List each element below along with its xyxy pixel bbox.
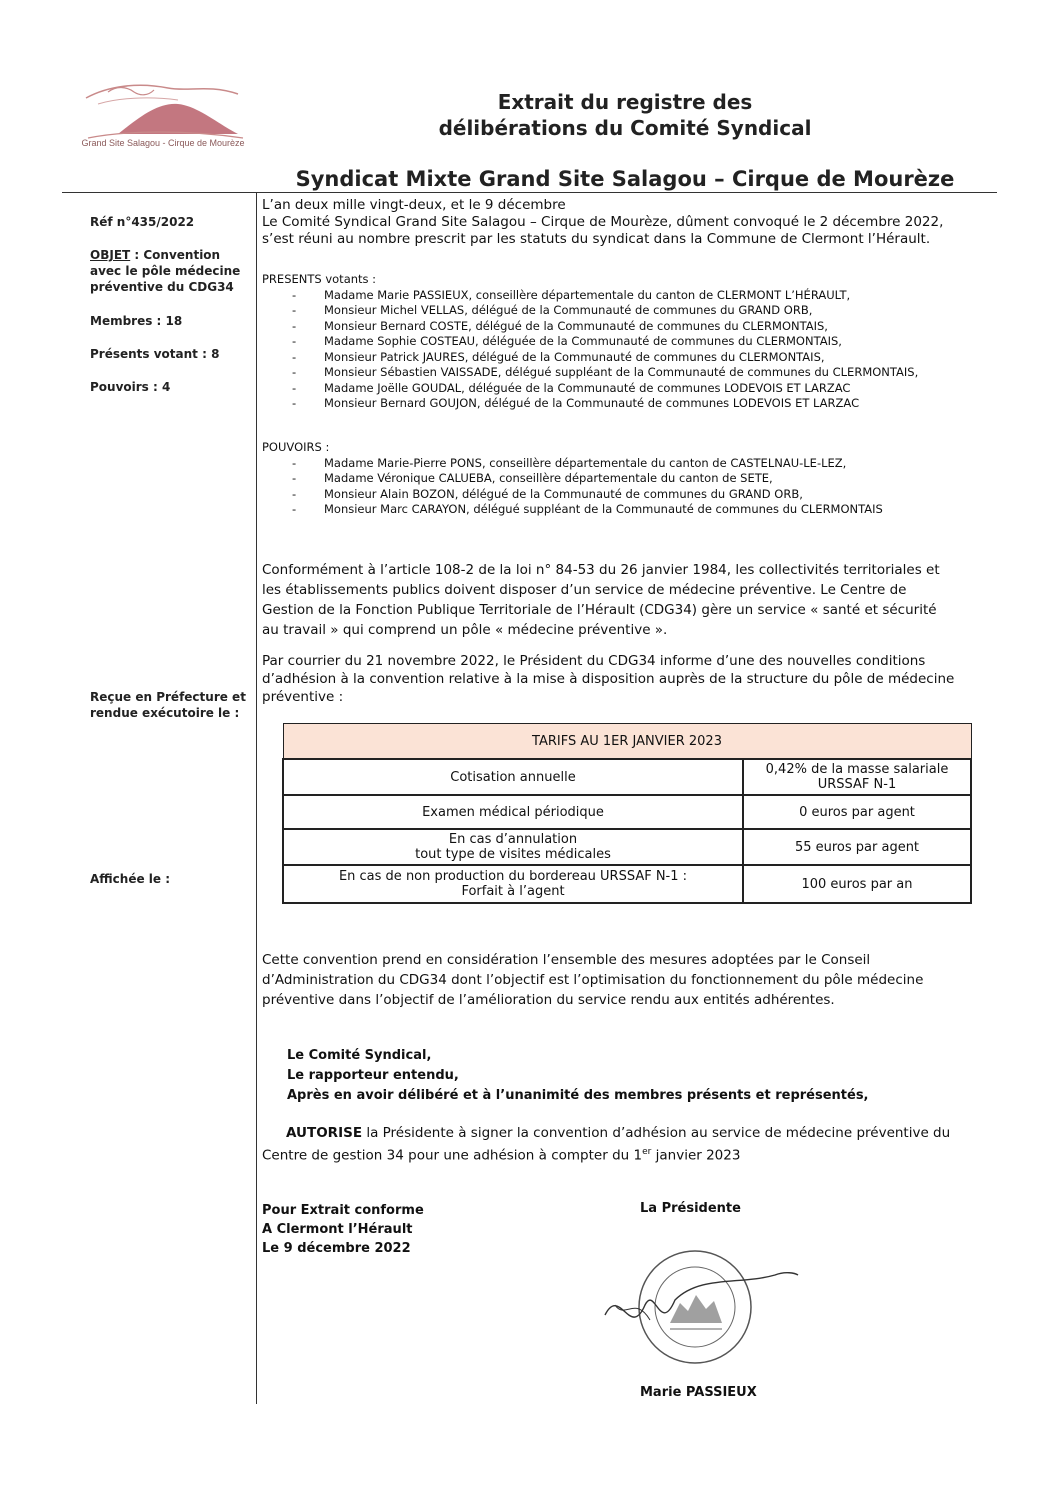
page-title-line1: Extrait du registre des bbox=[497, 90, 753, 114]
list-item: - Madame Joëlle GOUDAL, déléguée de la Communauté de communes LODEVOIS ET LARZAC bbox=[262, 381, 992, 397]
para3-line1: Cette convention prend en considération l’ensemble des mesures adoptées par le Conseil bbox=[262, 952, 871, 968]
presents-label: PRESENTS votants : bbox=[262, 272, 377, 286]
table-cell-label: En cas d’annulation tout type de visites médicales bbox=[283, 829, 743, 865]
ordinal-superscript: er bbox=[642, 1147, 652, 1157]
intro-line3: s’est réuni au nombre prescrit par les statuts du syndicat dans la Commune de Clermont l’Hérault. bbox=[262, 231, 931, 247]
tarifs-table bbox=[282, 723, 972, 904]
paragraph-courrier bbox=[262, 652, 992, 706]
intro bbox=[262, 197, 992, 248]
prefecture-line2: rendue exécutoire le : bbox=[90, 706, 240, 720]
presents-section bbox=[262, 272, 992, 412]
para2-line3: préventive : bbox=[262, 689, 344, 705]
membres-count: Membres : 18 bbox=[90, 314, 183, 328]
presents-count: Présents votant : 8 bbox=[90, 347, 220, 361]
affichee-note: Affichée le : bbox=[90, 872, 171, 886]
table-cell-label: En cas de non production du bordereau URSSAF N-1 : Forfait à l’agent bbox=[283, 865, 743, 903]
list-item: - Madame Marie-Pierre PONS, conseillère départementale du canton de CASTELNAU-LE-LEZ, bbox=[262, 456, 992, 472]
logo-caption: Grand Site Salagou - Cirque de Mourèze bbox=[81, 138, 245, 148]
para1-line2: les établissements publics doivent disposer d’un service de médecine préventive. Le Centre de bbox=[262, 582, 907, 598]
objet-text-line3: préventive du CDG34 bbox=[90, 280, 234, 294]
objet-text: : Convention bbox=[130, 248, 221, 262]
paragraph-convention bbox=[262, 950, 992, 1010]
margin-divider bbox=[256, 192, 257, 1404]
pouvoirs-section bbox=[262, 440, 992, 518]
decision-autorise bbox=[262, 1124, 992, 1166]
para1-line1: Conformément à l’article 108-2 de la loi n° 84-53 du 26 janvier 1984, les collectivités territoriales et bbox=[262, 562, 940, 578]
list-item: - Madame Marie PASSIEUX, conseillère départementale du canton de CLERMONT L’HÉRAULT, bbox=[262, 288, 992, 304]
table-cell-value: 55 euros par agent bbox=[743, 829, 971, 865]
prefecture-line1: Reçue en Préfecture et bbox=[90, 690, 246, 704]
objet-text-line2: avec le pôle médecine bbox=[90, 264, 241, 278]
presents-list bbox=[262, 288, 992, 412]
prefecture-note bbox=[90, 689, 246, 721]
table-cell-value: 100 euros par an bbox=[743, 865, 971, 903]
list-item: - Monsieur Michel VELLAS, délégué de la Communauté de communes du GRAND ORB, bbox=[262, 303, 992, 319]
list-item: - Monsieur Alain BOZON, délégué de la Communauté de communes du GRAND ORB, bbox=[262, 487, 992, 503]
organization-title: Syndicat Mixte Grand Site Salagou – Cirque de Mourèze bbox=[295, 167, 955, 191]
reference-number: Réf n°435/2022 bbox=[90, 215, 195, 229]
table-row bbox=[283, 829, 971, 865]
table-cell-label: Cotisation annuelle bbox=[283, 759, 743, 795]
autorise-text-line2: Centre de gestion 34 pour une adhésion à compter du 1 bbox=[262, 1147, 643, 1164]
para2-line2: d’adhésion à la convention relative à la mise à disposition auprès de la structure du pôle de médecine bbox=[262, 671, 955, 687]
decision-line3: Après en avoir délibéré et à l’unanimité des membres présents et représentés, bbox=[287, 1088, 869, 1103]
list-item: - Madame Sophie COSTEAU, déléguée de la Communauté de communes du CLERMONTAIS, bbox=[262, 334, 992, 350]
decision-line2: Le rapporteur entendu, bbox=[287, 1068, 459, 1083]
decision-line1: Le Comité Syndical, bbox=[287, 1048, 432, 1063]
autorise-text: la Présidente à signer la convention d’adhésion au service de médecine préventive du bbox=[362, 1125, 951, 1141]
list-item: - Monsieur Marc CARAYON, délégué suppléant de la Communauté de communes du CLERMONTAIS bbox=[262, 502, 992, 518]
list-item: - Monsieur Bernard GOUJON, délégué de la Communauté de communes LODEVOIS ET LARZAC bbox=[262, 396, 992, 412]
page-title-line2: délibérations du Comité Syndical bbox=[438, 116, 812, 140]
seal-signature bbox=[600, 1245, 800, 1370]
para3-line3: préventive dans l’objectif de l’amélioration du service rendu aux entités adhérentes. bbox=[262, 992, 835, 1008]
table-row bbox=[283, 759, 971, 795]
table-cell-value: 0,42% de la masse salariale URSSAF N-1 bbox=[743, 759, 971, 795]
footer-left-line2: A Clermont l’Hérault bbox=[262, 1222, 413, 1237]
para1-line4: au travail » qui comprend un pôle « médecine préventive ». bbox=[262, 622, 668, 638]
list-item: - Monsieur Bernard COSTE, délégué de la Communauté de communes du CLERMONTAIS, bbox=[262, 319, 992, 335]
table-row bbox=[283, 795, 971, 829]
president-title: La Présidente bbox=[640, 1201, 741, 1216]
table-header-row bbox=[283, 724, 971, 760]
para3-line2: d’Administration du CDG34 dont l’objectif est l’optimisation du fonctionnement du pôle médecine bbox=[262, 972, 924, 988]
footer-left-line1: Pour Extrait conforme bbox=[262, 1203, 424, 1218]
para1-line3: Gestion de la Fonction Publique Territoriale de l’Hérault (CDG34) gère un service « santé et sécurité bbox=[262, 602, 937, 618]
paragraph-legal-basis bbox=[262, 560, 992, 640]
para2-line1: Par courrier du 21 novembre 2022, le Président du CDG34 informe d’une des nouvelles conditions bbox=[262, 653, 926, 669]
pouvoirs-list bbox=[262, 456, 992, 518]
table-cell-value: 0 euros par agent bbox=[743, 795, 971, 829]
objet-label: OBJET bbox=[90, 248, 131, 262]
footer-left-line3: Le 9 décembre 2022 bbox=[262, 1241, 411, 1256]
pouvoirs-count: Pouvoirs : 4 bbox=[90, 380, 171, 394]
list-item: - Madame Véronique CALUEBA, conseillère départementale du canton de SETE, bbox=[262, 471, 992, 487]
intro-line2: Le Comité Syndical Grand Site Salagou – Cirque de Mourèze, dûment convoqué le 2 décembre 2022, bbox=[262, 214, 944, 230]
decision-preamble bbox=[287, 1046, 1017, 1106]
autorise-keyword: AUTORISE bbox=[286, 1125, 363, 1141]
intro-line1: L’an deux mille vingt-deux, et le 9 décembre bbox=[262, 197, 566, 213]
autorise-text-line2-end: janvier 2023 bbox=[651, 1147, 741, 1164]
official-seal-icon bbox=[600, 1245, 800, 1370]
table-row bbox=[283, 865, 971, 903]
table-cell-label: Examen médical périodique bbox=[283, 795, 743, 829]
table-header: TARIFS AU 1ER JANVIER 2023 bbox=[283, 724, 971, 760]
list-item: - Monsieur Sébastien VAISSADE, délégué suppléant de la Communauté de communes du CLERMONTAIS, bbox=[262, 365, 992, 381]
president-name: Marie PASSIEUX bbox=[640, 1385, 757, 1400]
objet-block bbox=[90, 247, 240, 295]
list-item: - Monsieur Patrick JAURES, délégué de la Communauté de communes du CLERMONTAIS, bbox=[262, 350, 992, 366]
header-divider bbox=[62, 192, 997, 193]
extract-conform bbox=[262, 1201, 482, 1258]
pouvoirs-label: POUVOIRS : bbox=[262, 440, 330, 454]
